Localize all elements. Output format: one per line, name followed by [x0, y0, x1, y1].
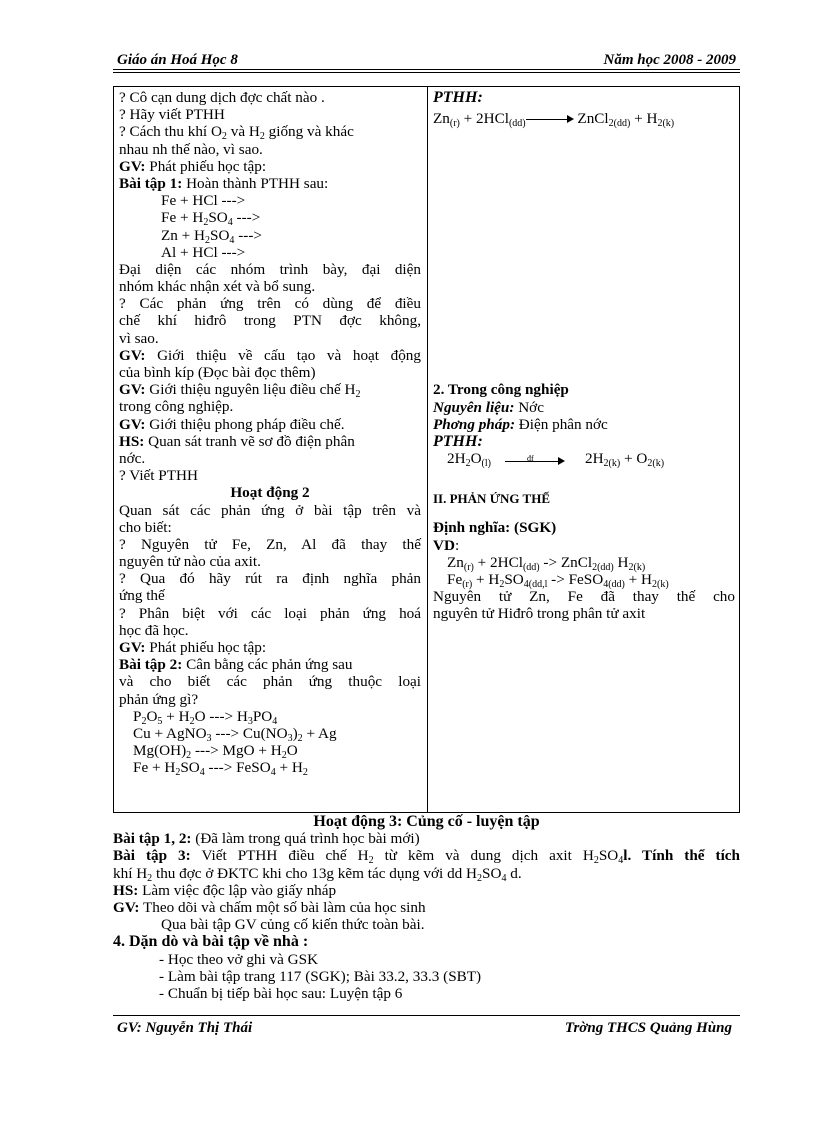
text-line: nớc. — [119, 449, 146, 467]
arrow-icon: đf — [505, 453, 565, 467]
text-line: Bài tập 1: Hoàn thành PTHH sau: — [119, 174, 329, 192]
reaction-line: $Zn + H_2SO_4$ ---> — [161, 226, 262, 246]
pthh-label: PTHH: — [433, 432, 483, 450]
text-line: Bài tập 3: Viết PTHH điều chế $H_2$ từ kẽm và dung dịch axit $H_2SO_4l$. Tính thể tích — [113, 847, 740, 867]
text-line: Bài tập 1, 2: (Đã làm trong quá trình học bài mới) — [113, 830, 420, 848]
text-line: ? Phân biệt với các loại phản ứng hoá — [119, 604, 421, 622]
page-footer — [113, 1020, 740, 1038]
text-line: GV: Phát phiếu học tập: — [119, 639, 267, 656]
arrow-icon — [526, 115, 574, 125]
text-line: nhau nh thế nào, vì sao. — [119, 140, 263, 158]
text-line: phản ứng gì? — [119, 690, 199, 708]
text-line: Quan sát các phản ứng ở bài tập trên và — [119, 501, 421, 519]
list-item: - Làm bài tập trang 117 (SGK); Bài 33.2, 33.3 (SBT) — [159, 967, 482, 985]
text-line: Đại diện các nhóm trình bày, đại diện — [119, 260, 421, 278]
section-industry: 2. Trong công nghiệp — [433, 381, 569, 399]
text-line: ứng thế — [119, 587, 165, 605]
footer-rule — [113, 1015, 740, 1016]
text-line: HS: Quan sát tranh vẽ sơ đồ điện phân — [119, 432, 355, 450]
reaction-line: Al + HCl ---> — [161, 243, 246, 261]
text-line: khí $H_2$ thu đợc ở ĐKTC khi cho 13g kẽm tác dụng với dd $H_2SO_4$ d. — [113, 864, 522, 884]
equation-line: $2H_2O_{(l)}$ đf $2H_{2(k)} + O_{2(k)}$ — [447, 450, 665, 470]
activity-3-heading: Hoạt động 3: Củng cố - luyện tập — [313, 813, 540, 830]
text-line: ? Các phản ứng trên có dùng để điều — [119, 295, 421, 313]
equation-line: $P_2O_5 + H_2O$ ---> $H_3PO_4$ — [133, 707, 278, 727]
text-line: nguyên tử Hiđrô trong phân tử axit — [433, 605, 646, 623]
equation-line: $Zn_{(r)} + 2HCl_{(dd)}$ -> ZnCl$_{2(dd)}$ $H_{2(k)}$ — [447, 553, 646, 573]
header-rule-2 — [113, 72, 740, 73]
header-rule — [113, 69, 740, 70]
text-line: Qua bài tập GV củng cố kiến thức toàn bài. — [161, 916, 425, 934]
reaction-line: $Fe + H_2SO_4$ ---> — [161, 209, 261, 229]
pthh-label: PTHH: — [433, 89, 483, 106]
list-item: - Học theo vở ghi và GSK — [159, 950, 319, 968]
text-line: Bài tập 2: Cân bằng các phản ứng sau — [119, 656, 353, 674]
bottom-section — [113, 813, 740, 1002]
equation-line: Cu + AgNO$_3$ ---> $Cu(NO_3)_2 + Ag$ — [133, 724, 337, 744]
text-line: GV: Giới thiệu về cấu tạo và hoạt động — [119, 346, 421, 364]
right-column — [433, 89, 735, 622]
header-right: Năm học 2008 - 2009 — [603, 52, 736, 68]
text-line: vì sao. — [119, 329, 159, 347]
text-line: VD: — [433, 536, 460, 554]
text-line: và cho biết các phản ứng thuộc loại — [119, 673, 421, 691]
text-line: ? Qua đó hãy rút ra định nghĩa phản — [119, 570, 421, 588]
footer-right: Trờng THCS Quảng Hùng — [564, 1020, 732, 1036]
text-line: trong công nghiệp. — [119, 398, 234, 416]
text-line: của bình kíp (Đọc bài đọc thêm) — [119, 364, 316, 381]
text-line: nhóm khác nhận xét và bổ sung. — [119, 278, 316, 296]
text-line: GV: Phát phiếu học tập: — [119, 157, 267, 175]
equation-line: $Fe_{(r)} + H_2SO_{4(dd,l}$ -> FeSO$_{4(dd)}$ + $H_{2(k)}$ — [447, 570, 669, 590]
page-header — [113, 52, 740, 70]
equation-line: $Zn_{(r)} + 2HCl_{(dd)}$ ZnCl$_{2(dd)}$ + $H_{2(k)}$ — [433, 110, 675, 130]
equation-line: $Fe + H_2SO_4$ ---> FeSO$_4$ + $H_2$ — [133, 759, 308, 779]
text-line: ? Nguyên tử Fe, Zn, Al đã thay thế — [119, 535, 421, 553]
text-line: GV: Giới thiệu nguyên liệu điều chế $H_2$ — [119, 381, 361, 401]
left-column — [119, 89, 421, 777]
text-line: Phơng pháp: Điện phân nớc — [433, 415, 608, 433]
text-line: GV: Theo dõi và chấm một số bài làm của học sinh — [113, 898, 426, 916]
text-line: ? Viết PTHH — [119, 467, 198, 485]
text-line: cho biết: — [119, 518, 172, 536]
text-line: Nguyên liệu: Nớc — [433, 398, 544, 416]
text-line: GV: Giới thiệu phong pháp điều chế. — [119, 415, 345, 433]
header-left: Giáo án Hoá Học 8 — [117, 52, 238, 68]
footer-left: GV: Nguyễn Thị Thái — [117, 1020, 253, 1036]
text-line: ? Cách thu khí $O_2$ và $H_2$ giống và khác — [119, 123, 354, 143]
text-line: Nguyên tử Zn, Fe đã thay thế cho — [433, 588, 735, 606]
text-line: chế khí hiđrô trong PTN đợc không, — [119, 312, 421, 330]
homework-heading: 4. Dặn dò và bài tập về nhà : — [113, 933, 309, 951]
list-item: - Chuẩn bị tiếp bài học sau: Luyện tập 6 — [159, 984, 403, 1002]
table-divider — [427, 86, 428, 813]
text-line: HS: Làm việc độc lập vào giấy nháp — [113, 881, 337, 899]
text-line: ? Hãy viết PTHH — [119, 106, 225, 124]
definition: Định nghĩa: (SGK) — [433, 519, 557, 537]
equation-line: $Mg(OH)_2$ ---> MgO + $H_2O$ — [133, 742, 298, 762]
reaction-line: Fe + HCl ---> — [161, 192, 246, 210]
text-line: nguyên tử nào của axit. — [119, 553, 261, 571]
section-substitution: II. PHẢN ỨNG THẾ — [433, 491, 551, 507]
activity-2-heading: Hoạt động 2 — [230, 484, 310, 502]
text-line: học đã học. — [119, 621, 189, 639]
text-line: ? Cô cạn dung dịch đợc chất nào . — [119, 89, 325, 106]
